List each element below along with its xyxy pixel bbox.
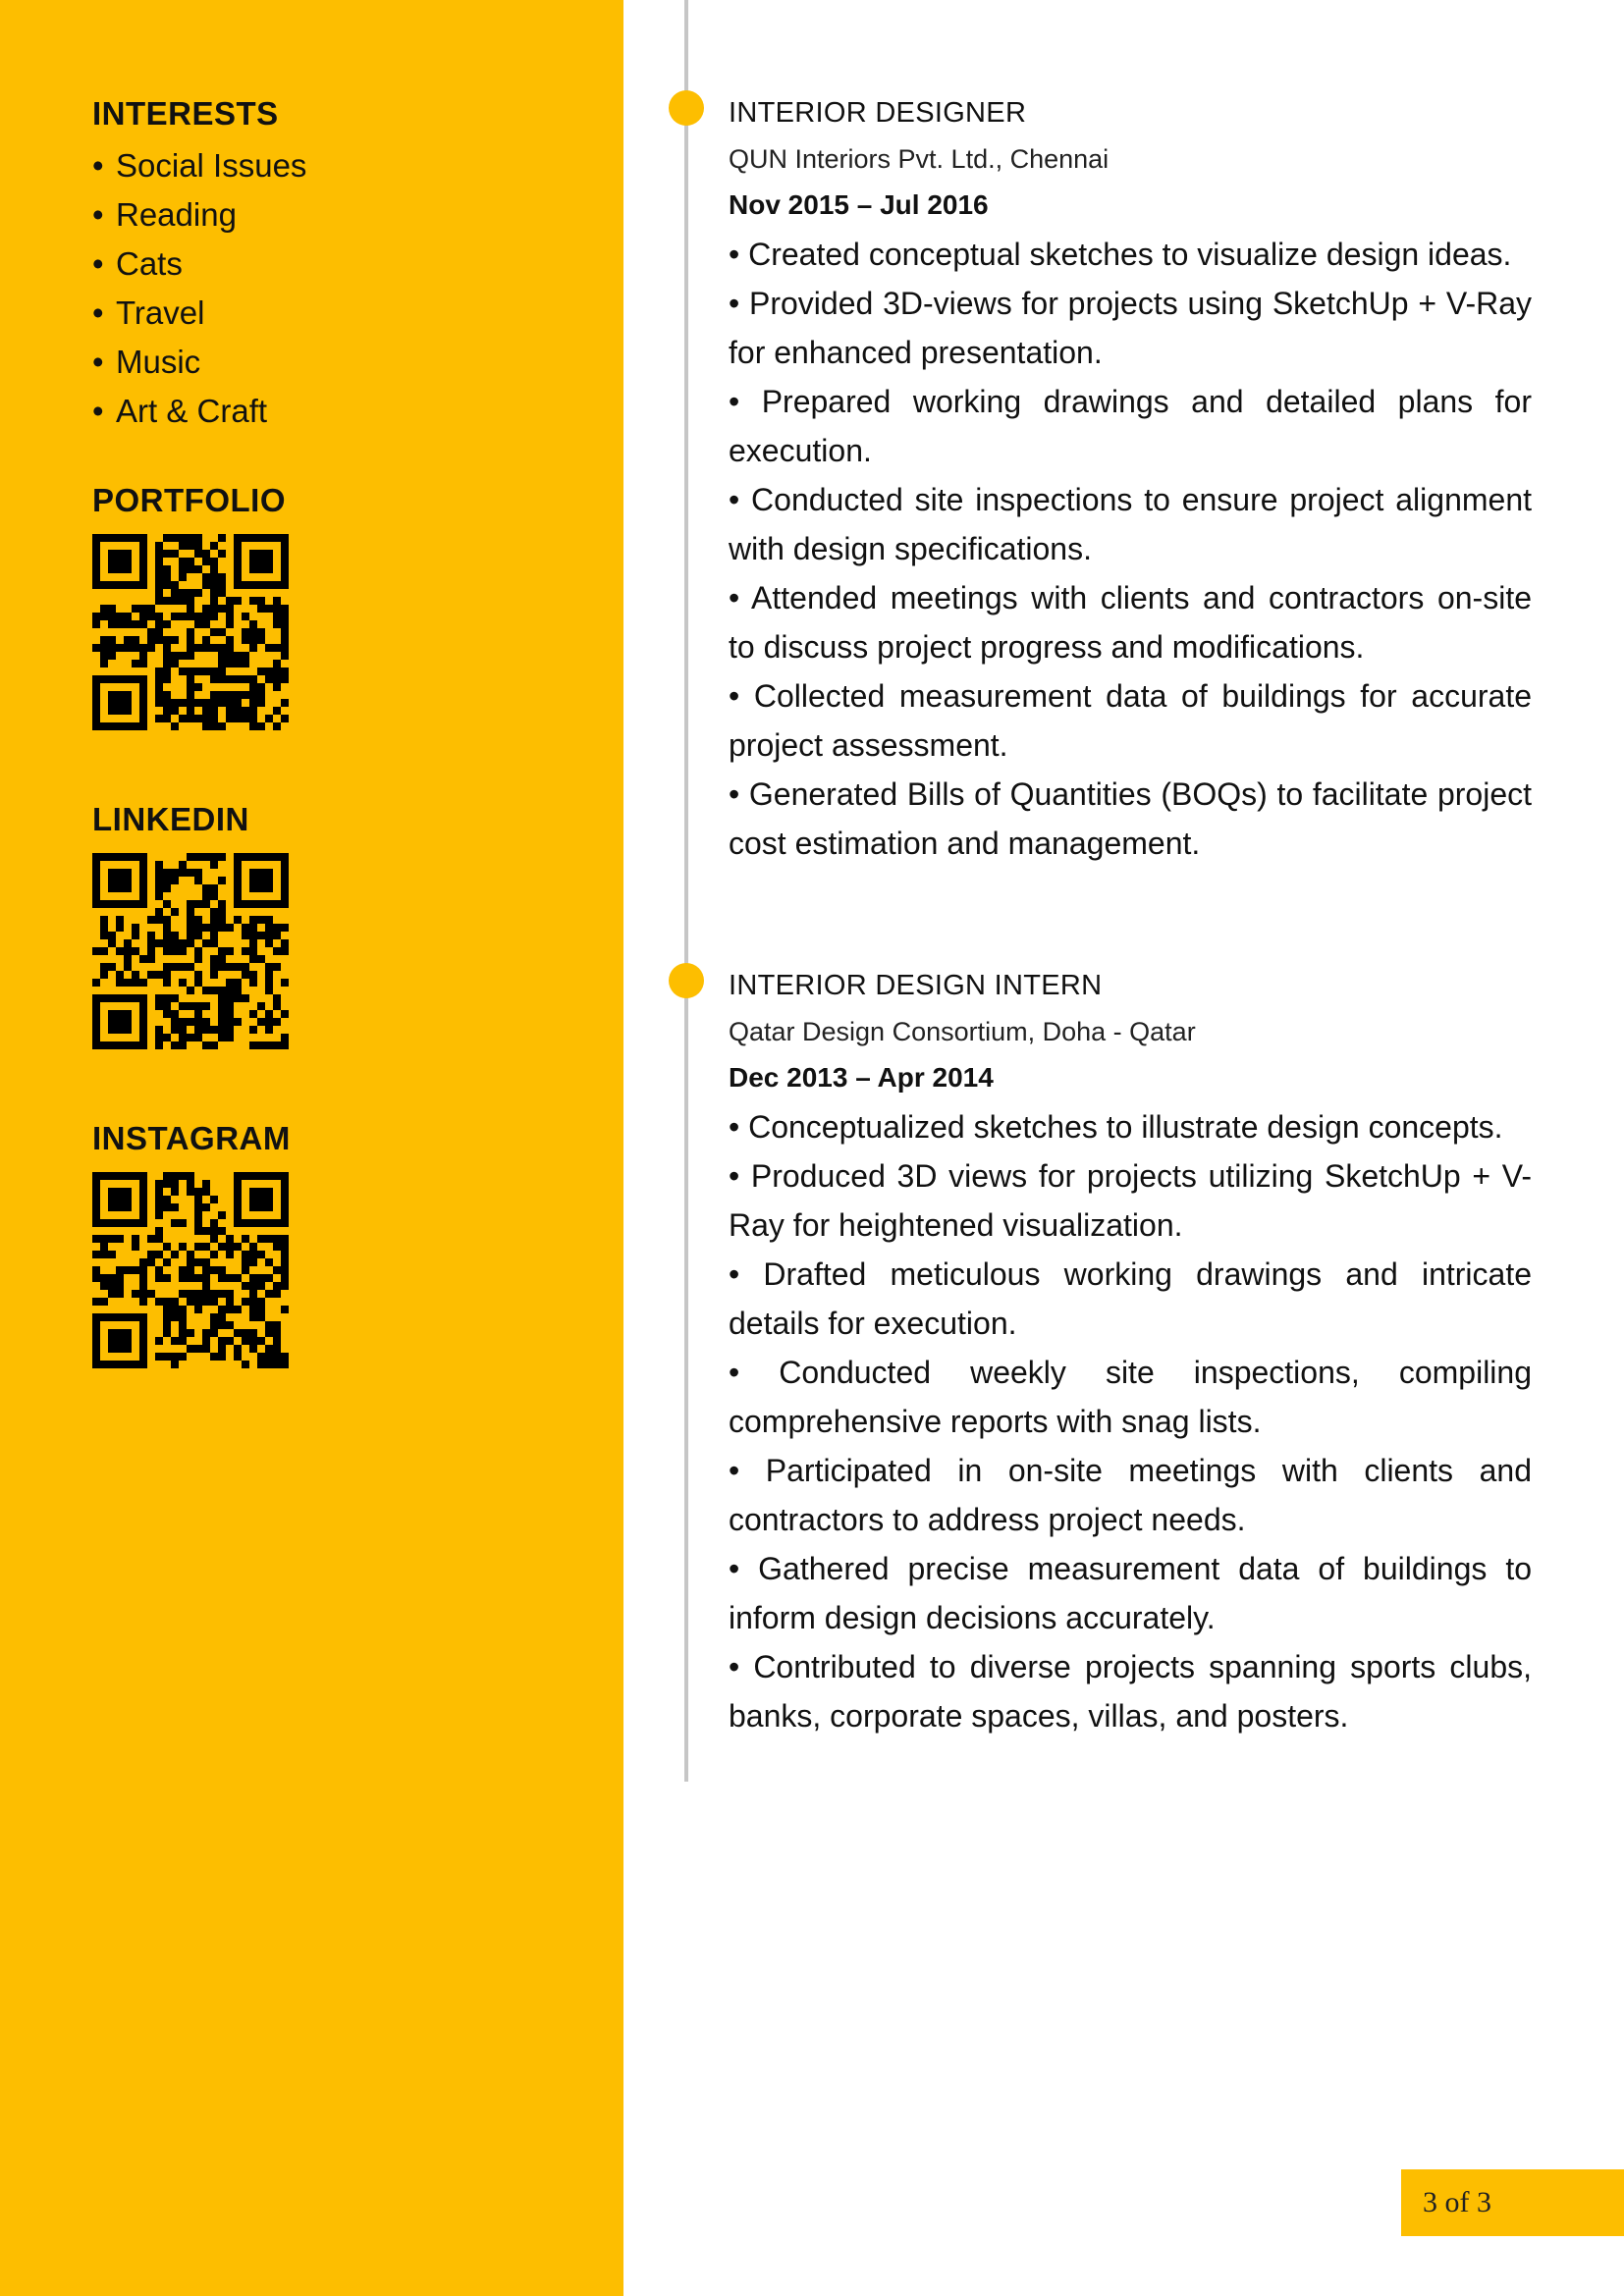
list-item: • Gathered precise measurement data of buildings to inform design decisions accurately.	[729, 1551, 1532, 1635]
list-item: • Prepared working drawings and detailed plans for execution.	[729, 384, 1532, 468]
page-number-badge	[1401, 2169, 1624, 2236]
timeline-dot-icon	[669, 963, 704, 998]
job-company: QUN Interiors Pvt. Ltd., Chennai	[729, 144, 1110, 174]
page-number: 3 of 3	[1423, 2186, 1491, 2218]
bullet-icon: •	[92, 245, 104, 282]
bullet-icon: •	[92, 294, 104, 331]
list-item	[92, 338, 306, 387]
job-company: Qatar Design Consortium, Doha - Qatar	[729, 1017, 1196, 1046]
bullet-icon: •	[92, 393, 104, 429]
instagram-heading: INSTAGRAM	[92, 1120, 291, 1156]
job-dates: Dec 2013 – Apr 2014	[729, 1062, 994, 1093]
list-item: • Contributed to diverse projects spanning sports clubs, banks, corporate spaces, villas, and posters.	[729, 1649, 1532, 1734]
instagram-qr-code-icon[interactable]	[92, 1172, 289, 1368]
list-item: • Conceptualized sketches to illustrate design concepts.	[729, 1109, 1503, 1145]
job-bullet-list	[729, 230, 1532, 868]
interests-list	[92, 141, 306, 436]
bullet-icon: •	[92, 147, 104, 184]
list-item: • Collected measurement data of buildings for accurate project assessment.	[729, 678, 1532, 763]
list-item: • Produced 3D views for projects utilizing SketchUp + V-Ray for heightened visualization.	[729, 1158, 1532, 1243]
interest-label: Social Issues	[116, 147, 307, 184]
job-dates: Nov 2015 – Jul 2016	[729, 189, 989, 220]
instagram-section	[92, 1117, 291, 1368]
list-item: • Generated Bills of Quantities (BOQs) to facilitate project cost estimation and management.	[729, 776, 1532, 861]
job-bullet-list	[729, 1102, 1532, 1740]
interests-heading: INTERESTS	[92, 95, 279, 132]
list-item	[92, 240, 306, 289]
list-item: • Participated in on-site meetings with clients and contractors to address project needs.	[729, 1453, 1532, 1537]
portfolio-qr-code-icon[interactable]	[92, 534, 289, 730]
job-title: INTERIOR DESIGN INTERN	[729, 970, 1103, 1001]
list-item	[92, 289, 306, 338]
bullet-icon: •	[92, 344, 104, 380]
list-item	[92, 141, 306, 190]
sidebar	[0, 0, 623, 2296]
portfolio-heading: PORTFOLIO	[92, 482, 286, 518]
job-title: INTERIOR DESIGNER	[729, 97, 1027, 129]
list-item: • Provided 3D-views for projects using SketchUp + V-Ray for enhanced presentation.	[729, 286, 1532, 370]
interest-label: Cats	[116, 245, 183, 282]
portfolio-section	[92, 479, 289, 730]
timeline-dot-icon	[669, 90, 704, 126]
experience-entry	[729, 963, 1532, 1740]
linkedin-heading: LINKEDIN	[92, 801, 249, 837]
list-item	[92, 387, 306, 436]
interest-label: Reading	[116, 196, 237, 233]
linkedin-qr-code-icon[interactable]	[92, 853, 289, 1049]
timeline-line	[684, 0, 688, 1782]
interest-label: Travel	[116, 294, 205, 331]
interests-section	[92, 92, 306, 436]
linkedin-section	[92, 798, 289, 1049]
experience-entry	[729, 90, 1532, 868]
bullet-icon: •	[92, 196, 104, 233]
list-item: • Conducted site inspections to ensure project alignment with design specifications.	[729, 482, 1532, 566]
list-item: • Created conceptual sketches to visualize design ideas.	[729, 237, 1512, 272]
list-item	[92, 190, 306, 240]
list-item: • Drafted meticulous working drawings and intricate details for execution.	[729, 1256, 1532, 1341]
interest-label: Music	[116, 344, 201, 380]
list-item: • Attended meetings with clients and contractors on-site to discuss project progress and modifications.	[729, 580, 1532, 665]
list-item: • Conducted weekly site inspections, compiling comprehensive reports with snag lists.	[729, 1355, 1532, 1439]
interest-label: Art & Craft	[116, 393, 268, 429]
